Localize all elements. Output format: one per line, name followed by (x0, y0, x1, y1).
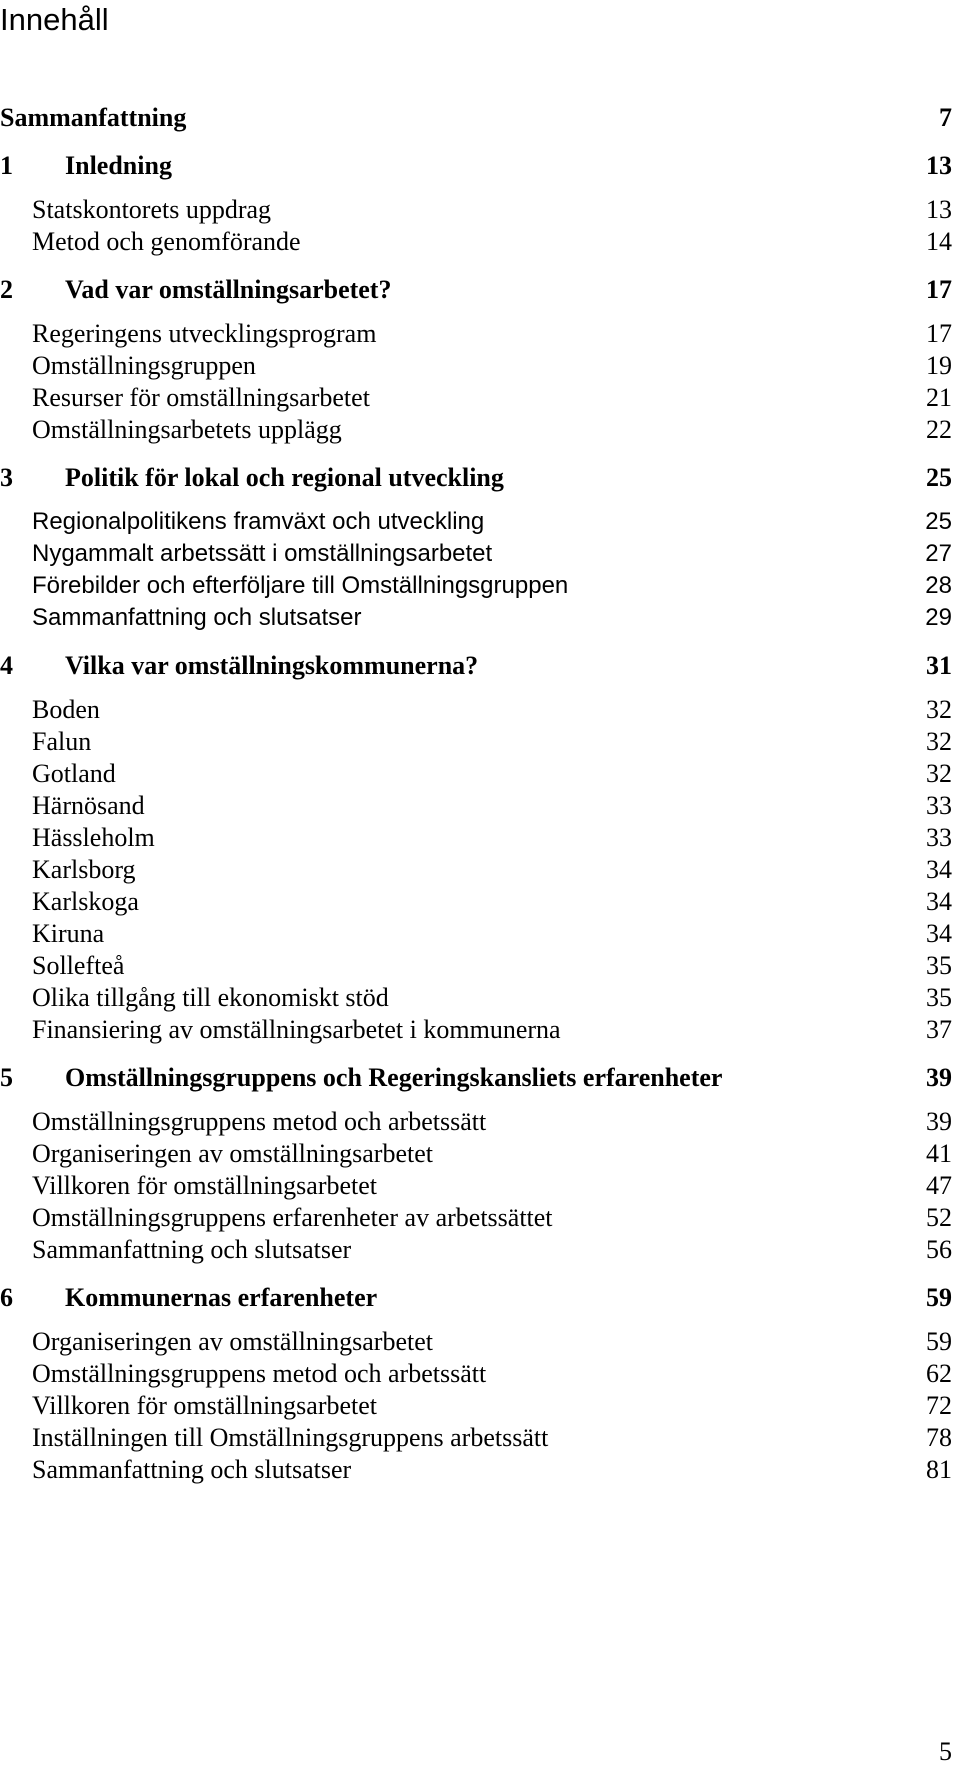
toc-entry-label: Omställningsgruppen (32, 351, 256, 380)
toc-entry-page: 81 (926, 1455, 952, 1484)
toc-entry-label: Villkoren för omställningsarbetet (32, 1391, 378, 1420)
toc-section-entry[interactable] (0, 884, 952, 920)
toc-section-entry[interactable] (0, 1136, 952, 1172)
toc-entry-page: 34 (926, 855, 952, 884)
toc-entry-label: Villkoren för omställningsarbetet (32, 1171, 378, 1200)
toc-section-entry[interactable] (0, 600, 952, 636)
toc-entry-page: 21 (926, 383, 952, 412)
page-title: Innehåll (0, 2, 109, 37)
toc-entry-page: 47 (926, 1171, 952, 1200)
table-of-contents (0, 100, 952, 1488)
toc-entry-page: 7 (939, 103, 952, 132)
toc-entry-label: Sammanfattning (0, 103, 187, 132)
toc-entry-page: 32 (926, 727, 952, 756)
toc-entry-label: Politik för lokal och regional utveckling (65, 463, 504, 492)
toc-entry-page: 34 (926, 887, 952, 916)
toc-entry-page: 32 (926, 695, 952, 724)
toc-entry-page: 37 (926, 1015, 952, 1044)
toc-entry-page: 35 (926, 983, 952, 1012)
toc-entry-label: Olika tillgång till ekonomiskt stöd (32, 983, 389, 1012)
toc-section-entry[interactable] (0, 1356, 952, 1392)
toc-chapter-entry[interactable] (0, 1280, 952, 1316)
toc-section-entry[interactable] (0, 788, 952, 824)
toc-entry-page: 78 (926, 1423, 952, 1452)
toc-entry-label: Sammanfattning och slutsatser (32, 1455, 352, 1484)
toc-chapter-entry[interactable] (0, 1060, 952, 1096)
toc-section-entry[interactable] (0, 852, 952, 888)
toc-section-entry[interactable] (0, 316, 952, 352)
toc-entry-page: 72 (926, 1391, 952, 1420)
toc-chapter-entry[interactable] (0, 460, 952, 496)
toc-entry-label: Gotland (32, 759, 116, 788)
toc-chapter-number: 1 (0, 151, 13, 180)
toc-entry-page: 41 (926, 1139, 952, 1168)
toc-section-entry[interactable] (0, 756, 952, 792)
toc-entry-label: Metod och genomförande (32, 227, 301, 256)
toc-entry-label: Kommunernas erfarenheter (65, 1283, 378, 1312)
toc-entry-label: Härnösand (32, 791, 145, 820)
toc-section-entry[interactable] (0, 1420, 952, 1456)
toc-entry-page: 34 (926, 919, 952, 948)
toc-entry-page: 33 (926, 823, 952, 852)
toc-entry-label: Hässleholm (32, 823, 155, 852)
toc-entry-label: Förebilder och efterföljare till Omställningsgruppen (32, 572, 569, 599)
toc-entry-page: 13 (926, 195, 952, 224)
toc-entry-label: Vad var omställningsarbetet? (65, 275, 392, 304)
toc-section-entry[interactable] (0, 1104, 952, 1140)
toc-entry-page: 31 (926, 651, 952, 680)
toc-entry-page: 39 (926, 1063, 952, 1092)
toc-entry-label: Regeringens utvecklingsprogram (32, 319, 377, 348)
toc-entry-label: Inledning (65, 151, 172, 180)
toc-entry-label: Sammanfattning och slutsatser (32, 1235, 352, 1264)
toc-entry-page: 59 (926, 1283, 952, 1312)
toc-entry-page: 29 (925, 604, 952, 631)
toc-section-entry[interactable] (0, 504, 952, 540)
toc-entry-page: 17 (926, 319, 952, 348)
toc-entry-page: 22 (926, 415, 952, 444)
toc-entry-label: Organiseringen av omställningsarbetet (32, 1139, 433, 1168)
toc-section-entry[interactable] (0, 980, 952, 1016)
toc-entry-page: 17 (926, 275, 952, 304)
toc-entry-label: Omställningsgruppens metod och arbetssätt (32, 1359, 487, 1388)
toc-section-entry[interactable] (0, 948, 952, 984)
toc-entry-label: Nygammalt arbetssätt i omställningsarbetet (32, 540, 493, 567)
toc-chapter-entry[interactable] (0, 272, 952, 308)
toc-entry-label: Statskontorets uppdrag (32, 195, 272, 224)
toc-entry-label: Resurser för omställningsarbetet (32, 383, 370, 412)
toc-section-entry[interactable] (0, 1012, 952, 1048)
toc-entry-label: Organiseringen av omställningsarbetet (32, 1327, 433, 1356)
toc-entry-label: Vilka var omställningskommunerna? (65, 651, 479, 680)
toc-section-entry[interactable] (0, 568, 952, 604)
toc-entry-label: Omställningsarbetets upplägg (32, 415, 342, 444)
toc-entry-label: Inställningen till Omställningsgruppens arbetssätt (32, 1423, 549, 1452)
toc-entry-label: Boden (32, 695, 100, 724)
toc-section-entry[interactable] (0, 536, 952, 572)
toc-entry-page: 25 (926, 463, 952, 492)
toc-entry-label: Karlsborg (32, 855, 136, 884)
toc-section-entry[interactable] (0, 1200, 952, 1236)
toc-entry-page: 35 (926, 951, 952, 980)
toc-entry-page: 32 (926, 759, 952, 788)
toc-chapter-number: 4 (0, 651, 13, 680)
toc-section-entry[interactable] (0, 224, 952, 260)
toc-section-entry[interactable] (0, 348, 952, 384)
toc-section-entry[interactable] (0, 380, 952, 416)
toc-section-entry[interactable] (0, 916, 952, 952)
toc-entry-label: Omställningsgruppens och Regeringskansliets erfarenheter (65, 1063, 723, 1092)
toc-section-entry[interactable] (0, 192, 952, 228)
toc-entry-page: 19 (926, 351, 952, 380)
toc-section-entry[interactable] (0, 724, 952, 760)
toc-section-entry[interactable] (0, 1168, 952, 1204)
toc-section-entry[interactable] (0, 1388, 952, 1424)
toc-chapter-number: 5 (0, 1063, 13, 1092)
toc-chapter-number: 3 (0, 463, 13, 492)
toc-entry-page: 25 (925, 508, 952, 535)
toc-entry-page: 13 (926, 151, 952, 180)
toc-entry-label: Sammanfattning och slutsatser (32, 604, 362, 631)
toc-entry-page: 59 (926, 1327, 952, 1356)
toc-entry-label: Karlskoga (32, 887, 139, 916)
toc-entry-page: 14 (926, 227, 952, 256)
toc-chapter-entry[interactable] (0, 648, 952, 684)
toc-entry-page: 62 (926, 1359, 952, 1388)
toc-entry-label: Falun (32, 727, 92, 756)
page-number: 5 (939, 1737, 952, 1766)
toc-section-entry[interactable] (0, 1232, 952, 1268)
toc-entry-label: Regionalpolitikens framväxt och utveckling (32, 508, 485, 535)
toc-section-entry[interactable] (0, 1324, 952, 1360)
toc-section-entry[interactable] (0, 820, 952, 856)
toc-entry-label: Omställningsgruppens metod och arbetssätt (32, 1107, 487, 1136)
toc-section-entry[interactable] (0, 1452, 952, 1488)
toc-entry-page: 33 (926, 791, 952, 820)
toc-entry-page: 56 (926, 1235, 952, 1264)
toc-entry-label: Finansiering av omställningsarbetet i kommunerna (32, 1015, 561, 1044)
toc-entry-page: 39 (926, 1107, 952, 1136)
toc-chapter-entry[interactable] (0, 148, 952, 184)
toc-entry-page: 52 (926, 1203, 952, 1232)
toc-chapter-entry[interactable] (0, 100, 952, 136)
toc-entry-page: 28 (925, 572, 952, 599)
toc-section-entry[interactable] (0, 412, 952, 448)
toc-chapter-number: 6 (0, 1283, 13, 1312)
toc-entry-label: Kiruna (32, 919, 105, 948)
toc-entry-label: Omställningsgruppens erfarenheter av arbetssättet (32, 1203, 553, 1232)
toc-entry-page: 27 (925, 540, 952, 567)
toc-chapter-number: 2 (0, 275, 13, 304)
toc-section-entry[interactable] (0, 692, 952, 728)
toc-entry-label: Sollefteå (32, 951, 125, 980)
